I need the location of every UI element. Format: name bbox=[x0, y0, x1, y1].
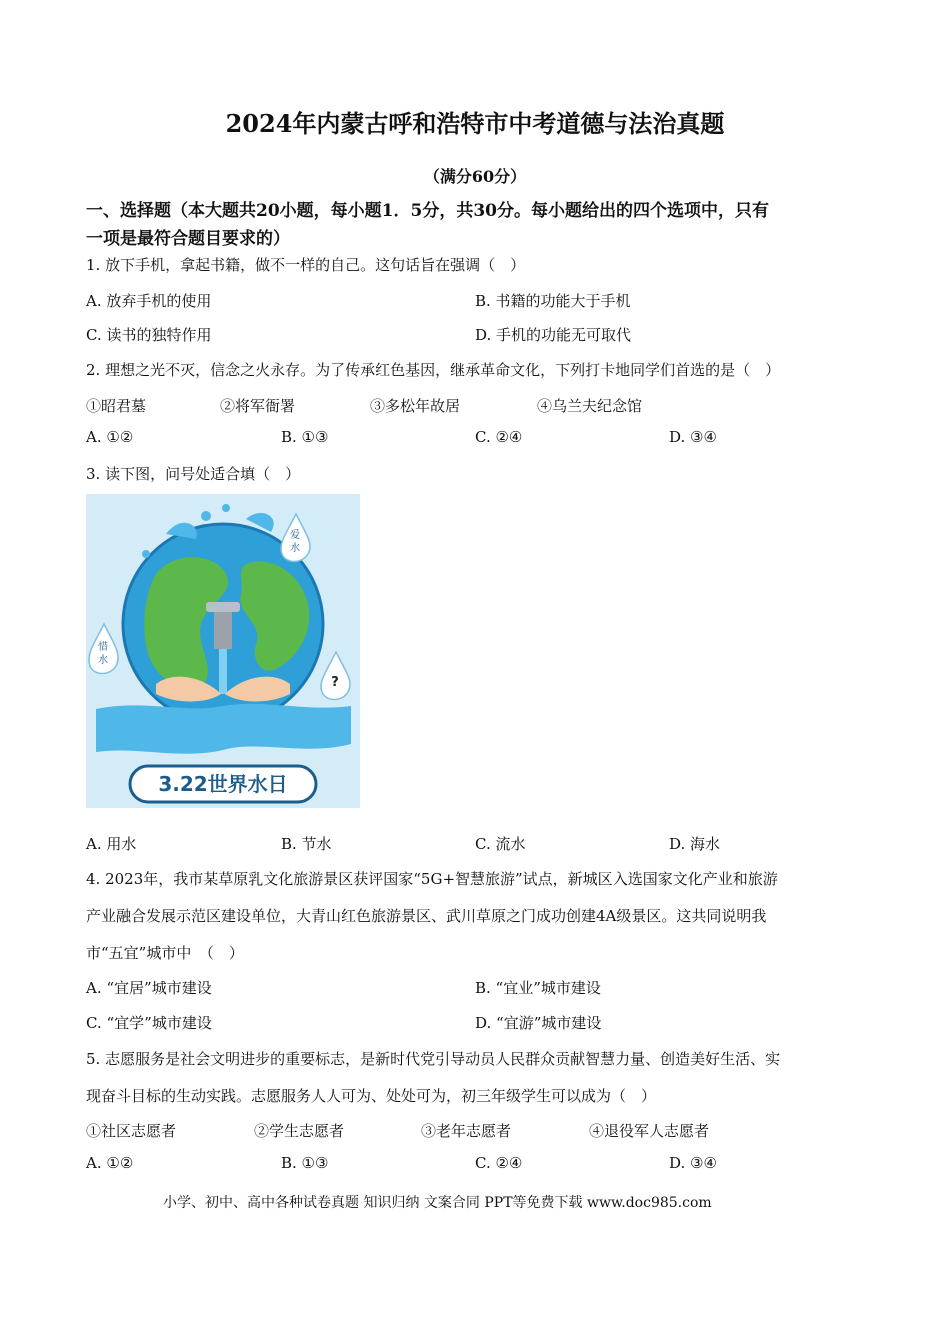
drop-label-love-2: 水 bbox=[290, 543, 300, 554]
q5-option-d: D. ③④ bbox=[669, 1154, 717, 1172]
drop-question-mark: ? bbox=[331, 675, 339, 690]
question-4-line1: 4. 2023年，我市某草原乳文化旅游景区获评国家“5G+智慧旅游”试点，新城区入选国家文化产业和旅游 bbox=[86, 870, 778, 888]
question-1-stem: 1. 放下手机，拿起书籍，做不一样的自己。这句话旨在强调（ ） bbox=[86, 256, 526, 274]
q4-option-d: D. “宜游”城市建设 bbox=[475, 1014, 602, 1032]
q5-option-b: B. ①③ bbox=[281, 1154, 329, 1172]
score-note: （满分60分） bbox=[423, 167, 527, 186]
drop-label-cherish-1: 惜 bbox=[98, 642, 108, 653]
section-heading-line1: 一、选择题（本大题共20小题，每小题1．5分，共30分。每小题给出的四个选项中，只有 bbox=[86, 201, 769, 221]
question-5-line1: 5. 志愿服务是社会文明进步的重要标志，是新时代党引导动员人民群众贡献智慧力量、创造美好生活、实 bbox=[86, 1050, 781, 1068]
q2-option-c: C. ②④ bbox=[475, 428, 523, 446]
drop-label-cherish-2: 水 bbox=[98, 655, 108, 666]
q5-item-2: ②学生志愿者 bbox=[254, 1122, 345, 1140]
q2-item-2: ②将军衙署 bbox=[220, 397, 296, 415]
q1-option-a: A. 放弃手机的使用 bbox=[86, 292, 212, 310]
q5-option-c: C. ②④ bbox=[475, 1154, 523, 1172]
page-footer: 小学、初中、高中各种试卷真题 知识归纳 文案合同 PPT等免费下载 www.doc985.com bbox=[163, 1195, 712, 1211]
question-5-line2: 现奋斗目标的生动实践。志愿服务人人可为、处处可为，初三年级学生可以成为（ ） bbox=[86, 1087, 657, 1105]
poster-banner-text: 3.22世界水日 bbox=[158, 772, 288, 796]
q2-item-3: ③多松年故居 bbox=[370, 397, 461, 415]
question-2-stem: 2. 理想之光不灭，信念之火永存。为了传承红色基因，继承革命文化，下列打卡地同学们首选的是（ ） bbox=[86, 361, 781, 379]
question-3-stem: 3. 读下图，问号处适合填（ ） bbox=[86, 465, 301, 483]
q1-option-d: D. 手机的功能无可取代 bbox=[475, 326, 632, 344]
q2-option-b: B. ①③ bbox=[281, 428, 329, 446]
q4-option-b: B. “宜业”城市建设 bbox=[475, 979, 601, 997]
q3-option-a: A. 用水 bbox=[86, 835, 137, 853]
q2-item-1: ①昭君墓 bbox=[86, 397, 147, 415]
q4-option-a: A. “宜居”城市建设 bbox=[86, 979, 212, 997]
q2-option-a: A. ①② bbox=[86, 428, 134, 446]
q2-option-d: D. ③④ bbox=[669, 428, 717, 446]
question-4-line3: 市“五宜”城市中 （ ） bbox=[86, 944, 244, 962]
q3-option-b: B. 节水 bbox=[281, 835, 332, 853]
q3-option-c: C. 流水 bbox=[475, 835, 526, 853]
q1-option-b: B. 书籍的功能大于手机 bbox=[475, 292, 631, 310]
drop-label-love-1: 爱 bbox=[290, 530, 300, 541]
q5-item-1: ①社区志愿者 bbox=[86, 1122, 177, 1140]
q3-option-d: D. 海水 bbox=[669, 835, 721, 853]
section-heading-line2: 一项是最符合题目要求的） bbox=[86, 229, 290, 249]
q5-item-4: ④退役军人志愿者 bbox=[589, 1122, 710, 1140]
question-4-line2: 产业融合发展示范区建设单位，大青山红色旅游景区、武川草原之门成功创建4A级景区。这共同说明我 bbox=[86, 907, 767, 925]
q5-item-3: ③老年志愿者 bbox=[421, 1122, 512, 1140]
q4-option-c: C. “宜学”城市建设 bbox=[86, 1014, 212, 1032]
page-title: 2024年内蒙古呼和浩特市中考道德与法治真题 bbox=[225, 109, 725, 138]
q1-option-c: C. 读书的独特作用 bbox=[86, 326, 212, 344]
world-water-day-poster bbox=[86, 494, 360, 808]
q5-option-a: A. ①② bbox=[86, 1154, 134, 1172]
q2-item-4: ④乌兰夫纪念馆 bbox=[537, 397, 643, 415]
